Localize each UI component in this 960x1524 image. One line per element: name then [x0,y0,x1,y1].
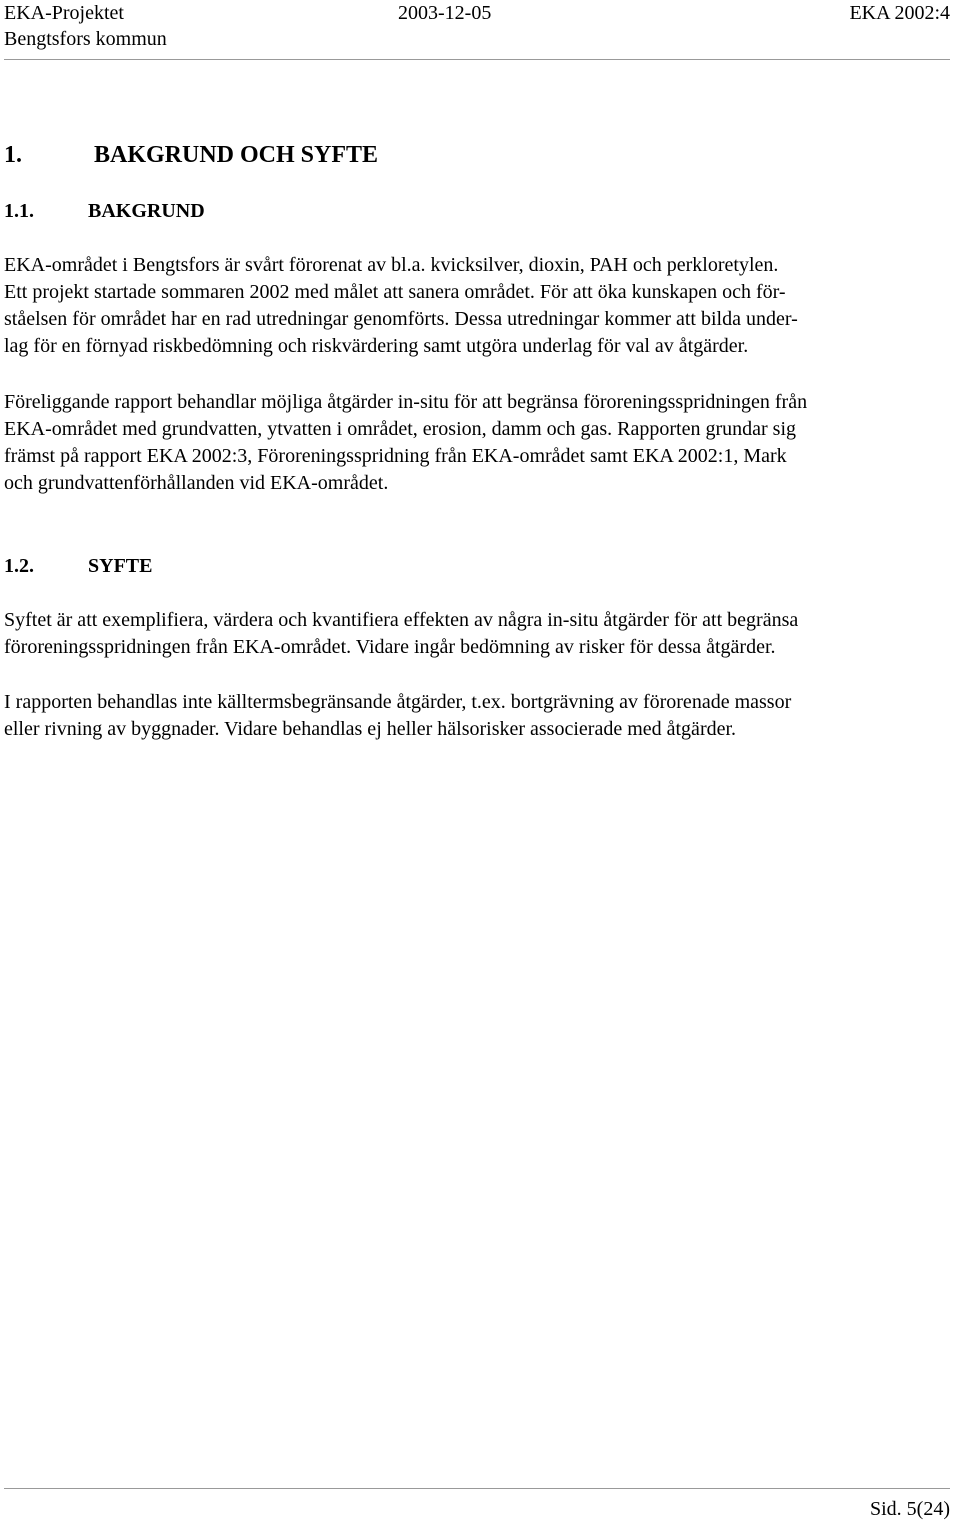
text-line: Syftet är att exemplifiera, värdera och kvantifiera effekten av några in-situ åtgärder för att begränsa [4,609,799,631]
text-line: Föreliggande rapport behandlar möjliga åtgärder in-situ för att begränsa föroreningsspridningen från [4,391,808,413]
text-line: eller rivning av byggnader. Vidare behandlas ej heller hälsorisker associerade med åtgärder. [4,718,737,740]
section-heading-1-1 [4,198,205,224]
paragraph-syfte-2 [4,689,960,743]
text-line: föroreningsspridningen från EKA-området. Vidare ingår bedömning av risker för dessa åtgärder. [4,636,776,658]
section-title: SYFTE [88,555,153,577]
paragraph-bakgrund-2 [4,389,960,497]
header-date: 2003-12-05 [398,2,492,24]
text-line: främst på rapport EKA 2002:3, Föroreningsspridning från EKA-området samt EKA 2002:1, Mark [4,445,787,467]
page-number: Sid. 5(24) [870,1498,950,1520]
paragraph-bakgrund-1 [4,252,960,360]
section-heading-1 [4,140,378,170]
text-line: EKA-området i Bengtsfors är svårt förorenat av bl.a. kvicksilver, dioxin, PAH och perkloretylen. [4,254,779,276]
text-line: I rapporten behandlas inte källtermsbegränsande åtgärder, t.ex. bortgrävning av förorenade massor [4,691,792,713]
header-organization: Bengtsfors kommun [4,28,167,50]
page-header-row-2 [4,26,950,52]
footer-divider [4,1488,950,1489]
section-number: 1. [4,142,22,168]
header-report-id: EKA 2002:4 [849,2,950,24]
section-title: BAKGRUND OCH SYFTE [94,142,379,168]
page-header-row-1 [4,0,950,26]
header-project: EKA-Projektet [4,2,124,24]
text-line: EKA-området med grundvatten, ytvatten i området, erosion, damm och gas. Rapporten grundar sig [4,418,797,440]
section-number: 1.2. [4,555,34,577]
paragraph-syfte-1 [4,607,960,661]
section-number: 1.1. [4,200,34,222]
section-title: BAKGRUND [88,200,205,222]
text-line: Ett projekt startade sommaren 2002 med målet att sanera området. För att öka kunskapen och för- [4,281,786,303]
section-heading-1-2 [4,553,152,579]
header-divider [4,59,950,60]
text-line: ståelsen för området har en rad utredningar genomförts. Dessa utredningar kommer att bilda under- [4,308,798,330]
text-line: och grundvattenförhållanden vid EKA-området. [4,472,389,494]
text-line: lag för en förnyad riskbedömning och riskvärdering samt utgöra underlag för val av åtgärder. [4,335,749,357]
